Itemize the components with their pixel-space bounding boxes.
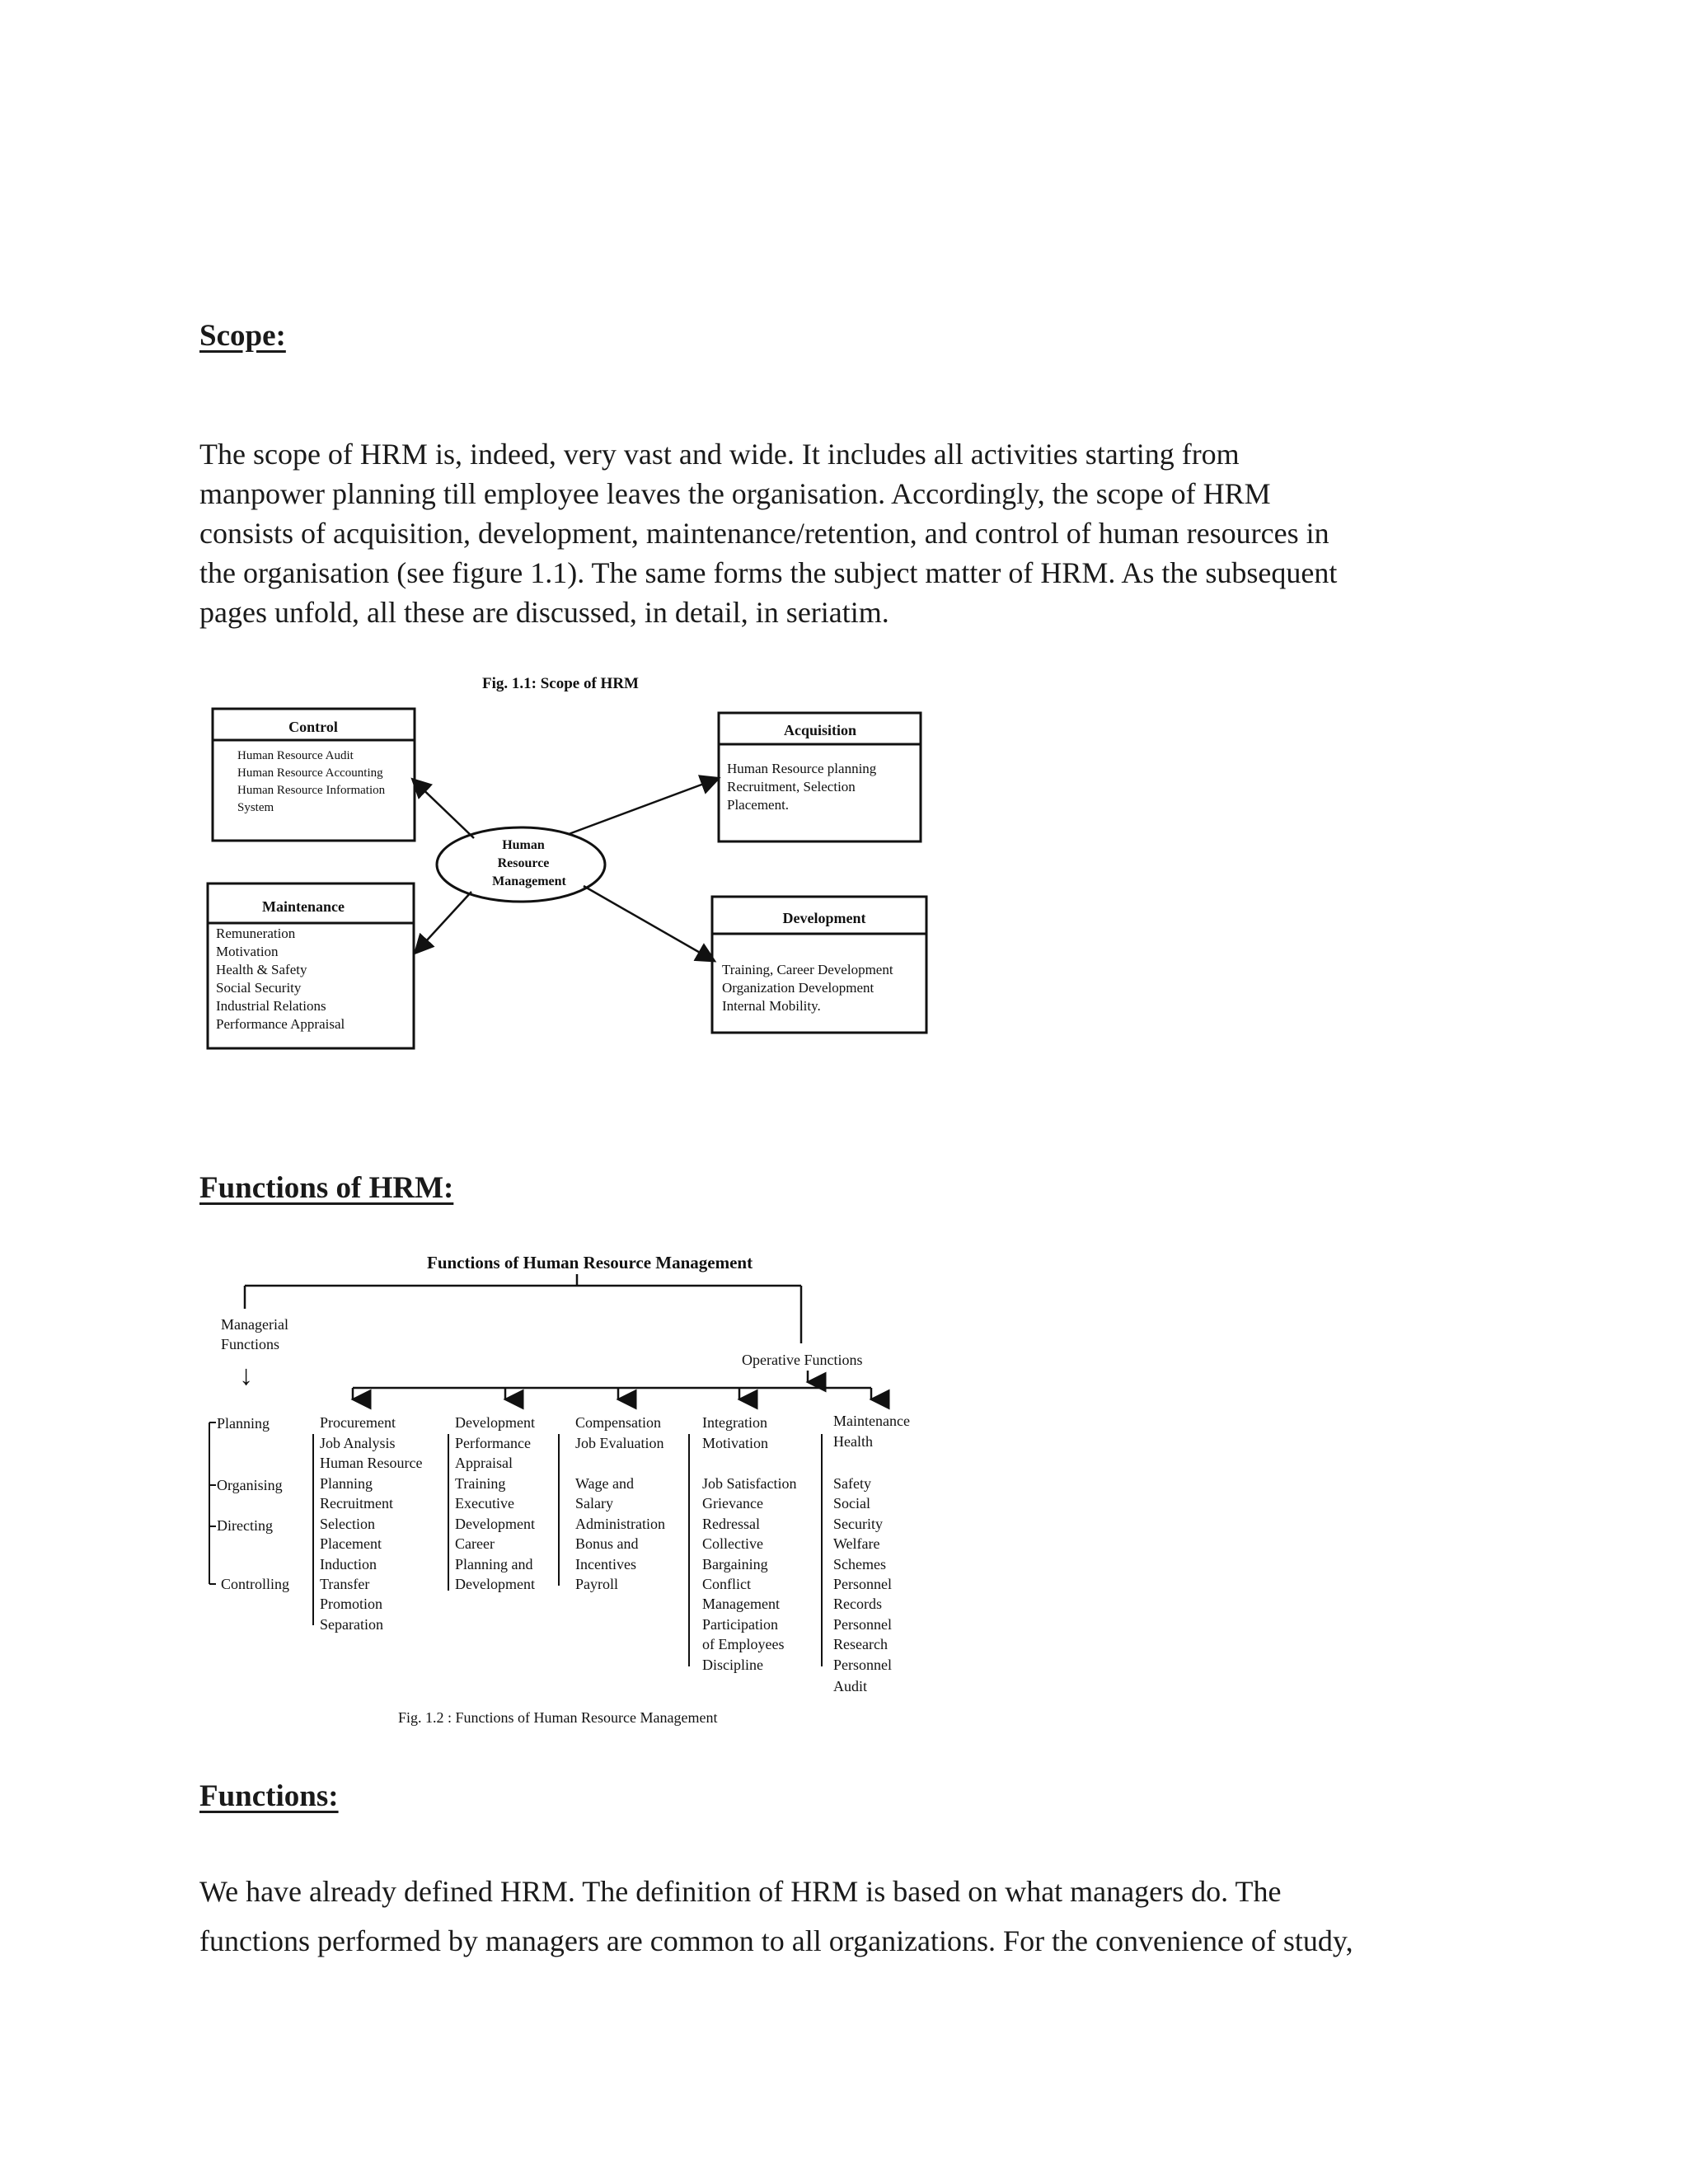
maintenance-line: Welfare bbox=[833, 1535, 880, 1552]
maintenance-line: Audit bbox=[833, 1678, 868, 1694]
integration-line: Bargaining bbox=[702, 1556, 768, 1572]
integration-column bbox=[689, 1414, 797, 1673]
functions-paragraph bbox=[199, 1867, 1485, 1966]
integration-line: Conflict bbox=[702, 1576, 751, 1592]
development-item: Internal Mobility. bbox=[722, 998, 821, 1014]
development-line: Appraisal bbox=[455, 1455, 513, 1471]
arrow-to-development bbox=[584, 886, 713, 960]
scope-line: pages unfold, all these are discussed, in detail, in seriatim. bbox=[199, 596, 889, 629]
managerial-list bbox=[209, 1415, 289, 1592]
development-line: Planning and bbox=[455, 1556, 533, 1572]
compensation-line: Administration bbox=[575, 1516, 665, 1532]
maintenance-item: Remuneration bbox=[216, 926, 296, 941]
procurement-line: Induction bbox=[320, 1556, 377, 1572]
arrow-to-maintenance bbox=[416, 892, 471, 952]
integration-line: Grievance bbox=[702, 1495, 763, 1511]
procurement-line: Promotion bbox=[320, 1596, 383, 1612]
acquisition-title: Acquisition bbox=[783, 722, 857, 738]
acquisition-item: Placement. bbox=[727, 797, 790, 813]
managerial-item: Controlling bbox=[221, 1576, 290, 1592]
scope-line: the organisation (see figure 1.1). The same forms the subject matter of HRM. As the subsequent bbox=[199, 556, 1338, 589]
operative-label: Operative Functions bbox=[742, 1352, 863, 1368]
scope-line: The scope of HRM is, indeed, very vast and wide. It includes all activities starting from bbox=[199, 438, 1240, 471]
compensation-line: Bonus and bbox=[575, 1535, 639, 1552]
integration-line: Discipline bbox=[702, 1657, 763, 1673]
control-item: Human Resource Audit bbox=[237, 749, 354, 762]
managerial-label: Managerial bbox=[221, 1316, 288, 1333]
procurement-line: Placement bbox=[320, 1535, 382, 1552]
procurement-column bbox=[313, 1414, 422, 1633]
compensation-line: Payroll bbox=[575, 1576, 618, 1592]
maintenance-line: Personnel bbox=[833, 1616, 892, 1633]
maintenance-item: Performance Appraisal bbox=[216, 1016, 345, 1032]
maintenance-line: Schemes bbox=[833, 1556, 886, 1572]
development-line: Development bbox=[455, 1516, 535, 1532]
scope-paragraph bbox=[199, 434, 1485, 632]
scope-heading: Scope: bbox=[199, 319, 286, 353]
fig2-caption: Fig. 1.2 : Functions of Human Resource Management bbox=[398, 1709, 718, 1726]
managerial-arrow-icon: ↓ bbox=[239, 1361, 253, 1391]
maintenance-line: Safety bbox=[833, 1475, 871, 1492]
maintenance-line: Personnel bbox=[833, 1576, 892, 1592]
maintenance-item: Industrial Relations bbox=[216, 998, 326, 1014]
figure-scope-of-hrm bbox=[190, 663, 948, 1051]
integration-line: Participation bbox=[702, 1616, 778, 1633]
procurement-line: Job Analysis bbox=[320, 1435, 396, 1451]
development-line: Performance bbox=[455, 1435, 531, 1451]
integration-head: Integration bbox=[702, 1414, 767, 1431]
development-line: Career bbox=[455, 1535, 495, 1552]
functions-heading: Functions: bbox=[199, 1779, 339, 1813]
control-item: System bbox=[237, 801, 274, 814]
maintenance-line: Personnel bbox=[833, 1657, 892, 1673]
compensation-line: Wage and bbox=[575, 1475, 635, 1492]
maintenance-column bbox=[822, 1413, 910, 1694]
procurement-line: Planning bbox=[320, 1475, 373, 1492]
functions-of-hrm-heading: Functions of HRM: bbox=[199, 1171, 454, 1205]
fig1-caption: Fig. 1.1: Scope of HRM bbox=[482, 675, 639, 692]
functions-line: We have already defined HRM. The definition of HRM is based on what managers do. The bbox=[199, 1875, 1282, 1908]
procurement-head: Procurement bbox=[320, 1414, 396, 1431]
acquisition-item: Recruitment, Selection bbox=[727, 779, 856, 794]
procurement-line: Separation bbox=[320, 1616, 383, 1633]
acquisition-item: Human Resource planning bbox=[727, 761, 877, 776]
development-head: Development bbox=[455, 1414, 535, 1431]
compensation-line: Job Evaluation bbox=[575, 1435, 664, 1451]
scope-line: manpower planning till employee leaves the organisation. Accordingly, the scope of HRM bbox=[199, 477, 1271, 510]
development-column bbox=[448, 1414, 535, 1592]
control-item: Human Resource Accounting bbox=[237, 766, 383, 780]
integration-line: Job Satisfaction bbox=[702, 1475, 797, 1492]
integration-line: of Employees bbox=[702, 1636, 785, 1652]
fig2-title: Functions of Human Resource Management bbox=[427, 1253, 753, 1272]
arrow-to-control bbox=[414, 780, 474, 838]
center-label: Human bbox=[502, 838, 545, 852]
managerial-item: Planning bbox=[217, 1415, 270, 1432]
compensation-column bbox=[559, 1414, 665, 1592]
managerial-item: Organising bbox=[217, 1477, 283, 1493]
procurement-line: Recruitment bbox=[320, 1495, 393, 1511]
control-title: Control bbox=[288, 719, 338, 735]
development-item: Organization Development bbox=[722, 980, 874, 996]
compensation-line: Salary bbox=[575, 1495, 613, 1511]
center-label: Resource bbox=[497, 856, 550, 870]
functions-line: functions performed by managers are common to all organizations. For the convenience of study, bbox=[199, 1924, 1353, 1957]
maintenance-line: Records bbox=[833, 1596, 882, 1612]
integration-line: Management bbox=[702, 1596, 780, 1612]
arrow-to-acquisition bbox=[569, 779, 717, 834]
maintenance-line: Security bbox=[833, 1516, 883, 1532]
development-line: Executive bbox=[455, 1495, 514, 1511]
maintenance-line: Social bbox=[833, 1495, 870, 1511]
maintenance-item: Social Security bbox=[216, 980, 302, 996]
compensation-line: Incentives bbox=[575, 1556, 636, 1572]
development-line: Development bbox=[455, 1576, 535, 1592]
managerial-item: Directing bbox=[217, 1517, 273, 1534]
figure-functions-of-hrm bbox=[198, 1236, 940, 1747]
maintenance-title: Maintenance bbox=[262, 898, 345, 915]
maintenance-line: Health bbox=[833, 1433, 873, 1450]
maintenance-head: Maintenance bbox=[833, 1413, 910, 1429]
procurement-line: Selection bbox=[320, 1516, 375, 1532]
procurement-line: Human Resource bbox=[320, 1455, 423, 1471]
integration-line: Collective bbox=[702, 1535, 763, 1552]
maintenance-line: Research bbox=[833, 1636, 888, 1652]
development-line: Training bbox=[455, 1475, 506, 1492]
compensation-head: Compensation bbox=[575, 1414, 661, 1431]
integration-line: Redressal bbox=[702, 1516, 760, 1532]
procurement-line: Transfer bbox=[320, 1576, 370, 1592]
center-label: Management bbox=[492, 874, 566, 888]
development-title: Development bbox=[782, 910, 866, 926]
maintenance-item: Motivation bbox=[216, 944, 279, 959]
control-item: Human Resource Information bbox=[237, 784, 386, 797]
maintenance-item: Health & Safety bbox=[216, 962, 307, 977]
managerial-label: Functions bbox=[221, 1336, 280, 1352]
development-item: Training, Career Development bbox=[722, 962, 893, 977]
scope-line: consists of acquisition, development, maintenance/retention, and control of human resources in bbox=[199, 517, 1329, 550]
integration-line: Motivation bbox=[702, 1435, 768, 1451]
